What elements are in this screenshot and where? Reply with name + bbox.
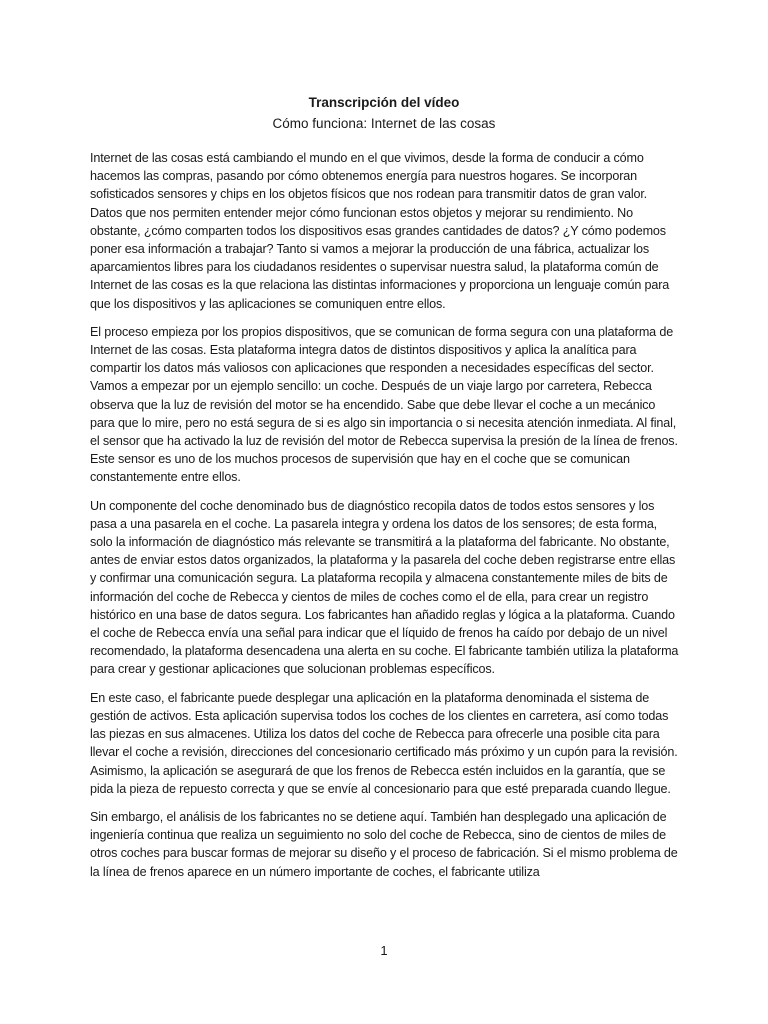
document-body [90,149,680,891]
document-subtitle: Cómo funciona: Internet de las cosas [272,116,496,131]
page-number: 1 [380,943,388,958]
paragraph-5: Sin embargo, el análisis de los fabricantes no se detiene aquí. También han desplegado una aplicación de ingeniería continua que realiza un seguimiento no solo del coche de Rebecca, sino de cientos de miles de otros coches para buscar formas de mejorar su diseño y el proceso de fabricación. Si el mismo problema de la línea de frenos aparece en un número importante de coches, el fabricante utiliza [90,809,678,879]
document-title: Transcripción del vídeo [308,95,460,110]
paragraph-4: En este caso, el fabricante puede desplegar una aplicación en la plataforma denominada el sistema de gestión de activos. Esta aplicación supervisa todos los coches de los clientes en carretera, así como todas las piezas en sus almacenes. Utiliza los datos del coche de Rebecca para ofrecerle una posible cita para llevar el coche a revisión, direcciones del concesionario certificado más próximo y un cupón para la revisión. Asimismo, la aplicación se asegurará de que los frenos de Rebecca estén incluidos en la garantía, que se pida la pieza de repuesto correcta y que se envíe al concesionario para que esté preparada cuando llegue. [90,690,678,796]
paragraph-3: Un componente del coche denominado bus de diagnóstico recopila datos de todos estos sensores y los pasa a una pasarela en el coche. La pasarela integra y ordena los datos de los sensores; de esta forma, solo la información de diagnóstico más relevante se transmitirá a la plataforma del fabricante. No obstante, antes de enviar estos datos organizados, la plataforma y la pasarela del coche deben registrarse entre ellas y confirmar una comunicación segura. La plataforma recopila y almacena constantemente miles de bits de información del coche de Rebecca y cientos de miles de coches como el de ella, para crear un registro histórico en una base de datos segura. Los fabricantes han añadido reglas y lógica a la plataforma. Cuando el coche de Rebecca envía una señal para indicar que el líquido de frenos ha caído por debajo de un nivel recomendado, la plataforma desencadena una alerta en su coche. El fabricante también utiliza la plataforma para crear y gestionar aplicaciones que solucionan problemas específicos. [90,498,679,677]
paragraph-2: El proceso empieza por los propios dispositivos, que se comunican de forma segura con una plataforma de Internet de las cosas. Esta plataforma integra datos de distintos dispositivos y aplica la analítica para compartir los datos más valiosos con aplicaciones que responden a necesidades específicas del sector. Vamos a empezar por un ejemplo sencillo: un coche. Después de un viaje largo por carretera, Rebecca observa que la luz de revisión del motor se ha encendido. Sabe que debe llevar el coche a un mecánico para que lo mire, pero no está segura de si es algo sin importancia o si necesita atención inmediata. Al final, el sensor que ha activado la luz de revisión del motor de Rebecca supervisa la presión de la línea de frenos. Este sensor es uno de los muchos procesos de supervisión que hay en el coche que se comunican constantemente entre ellos. [90,324,678,485]
paragraph-1: Internet de las cosas está cambiando el mundo en el que vivimos, desde la forma de conducir a cómo hacemos las compras, pasando por cómo obtenemos energía para nuestros hogares. Se incorporan sofisticados sensores y chips en los objetos físicos que nos rodean para transmitir datos de gran valor. Datos que nos permiten entender mejor cómo funcionan estos objetos y mejorar su rendimiento. No obstante, ¿cómo comparten todos los dispositivos esas grandes cantidades de datos? ¿Y cómo podemos poner esa información a trabajar? Tanto si vamos a mejorar la producción de una fábrica, actualizar los aparcamientos libres para los ciudadanos residentes o supervisar nuestra salud, la plataforma común de Internet de las cosas es la que relaciona las distintas informaciones y proporciona un lenguaje común para que los dispositivos y las aplicaciones se comuniquen entre ellos. [90,151,670,311]
